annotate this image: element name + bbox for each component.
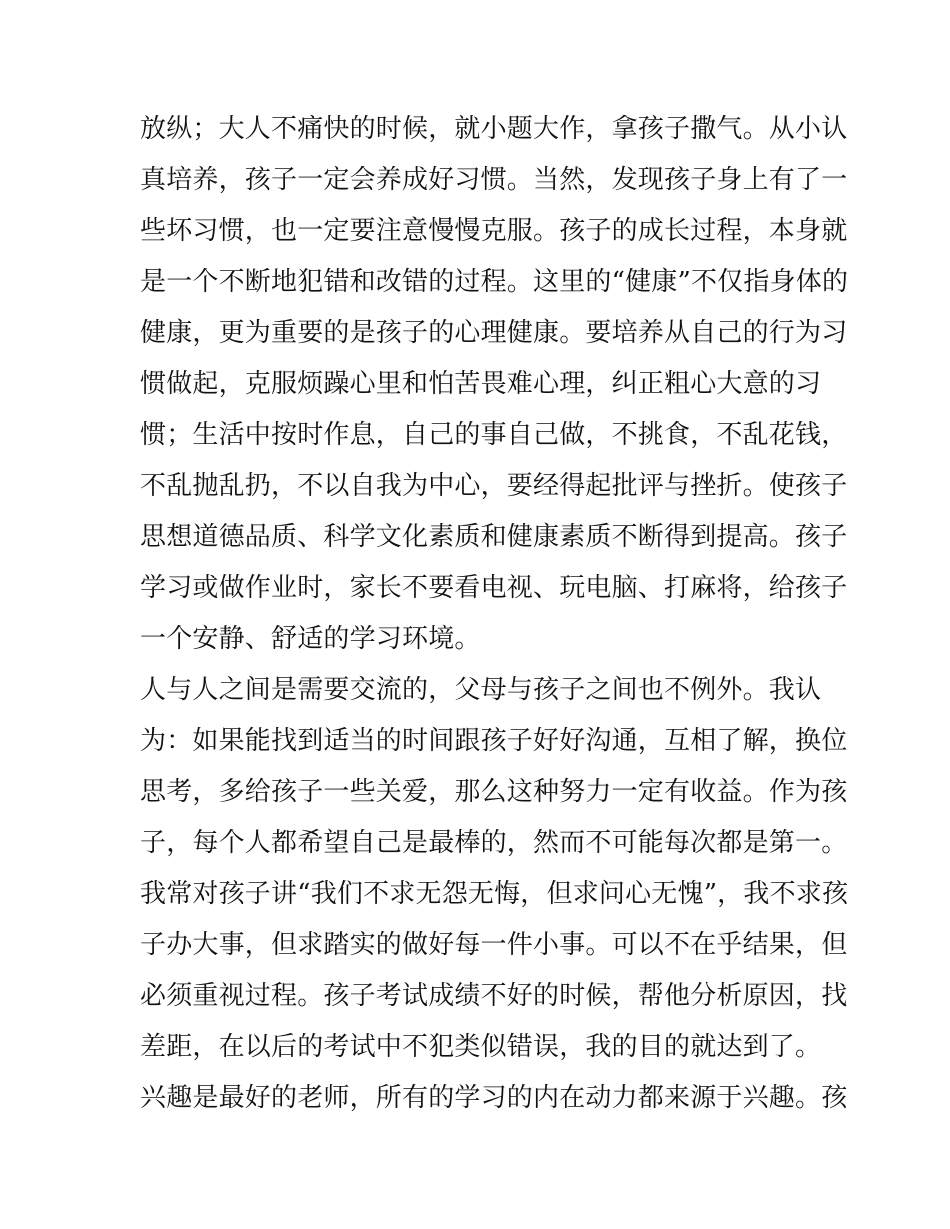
- text-line: 子，每个人都希望自己是最棒的，然而不可能每次都是第一。: [140, 828, 848, 858]
- text-line: 为：如果能找到适当的时间跟孩子好好沟通，互相了解，换位: [140, 726, 848, 756]
- text-line: 子办大事，但求踏实的做好每一件小事。可以不在乎结果，但: [140, 930, 848, 960]
- text-line: 人与人之间是需要交流的，父母与孩子之间也不例外。我认: [140, 675, 822, 705]
- text-line: 兴趣是最好的老师，所有的学习的内在动力都来源于兴趣。孩: [140, 1083, 848, 1113]
- text-line: 必须重视过程。孩子考试成绩不好的时候，帮他分析原因，找: [140, 981, 848, 1011]
- text-line: 思考，多给孩子一些关爱，那么这种努力一定有收益。作为孩: [140, 777, 848, 807]
- text-line: 差距，在以后的考试中不犯类似错误，我的目的就达到了。: [140, 1032, 822, 1062]
- text-line: 惯做起，克服烦躁心里和怕苦畏难心理，纠正粗心大意的习: [140, 369, 822, 399]
- text-line: 是一个不断地犯错和改错的过程。这里的“健康”不仅指身体的: [140, 267, 849, 297]
- text-line: 惯；生活中按时作息，自己的事自己做，不挑食，不乱花钱，: [140, 420, 848, 450]
- text-line: 放纵；大人不痛快的时候，就小题大作，拿孩子撒气。从小认: [140, 114, 848, 144]
- text-line: 学习或做作业时，家长不要看电视、玩电脑、打麻将，给孩子: [140, 573, 848, 603]
- text-line: 我常对孩子讲“我们不求无怨无悔，但求问心无愧”，我不求孩: [140, 879, 849, 909]
- text-line: 些坏习惯，也一定要注意慢慢克服。孩子的成长过程，本身就: [140, 216, 848, 246]
- text-line: 健康，更为重要的是孩子的心理健康。要培养从自己的行为习: [140, 318, 848, 348]
- text-line: 不乱抛乱扔，不以自我为中心，要经得起批评与挫折。使孩子: [140, 471, 848, 501]
- text-line: 真培养，孩子一定会养成好习惯。当然，发现孩子身上有了一: [140, 165, 848, 195]
- text-line: 思想道德品质、科学文化素质和健康素质不断得到提高。孩子: [140, 522, 848, 552]
- text-line: 一个安静、舒适的学习环境。: [140, 624, 481, 654]
